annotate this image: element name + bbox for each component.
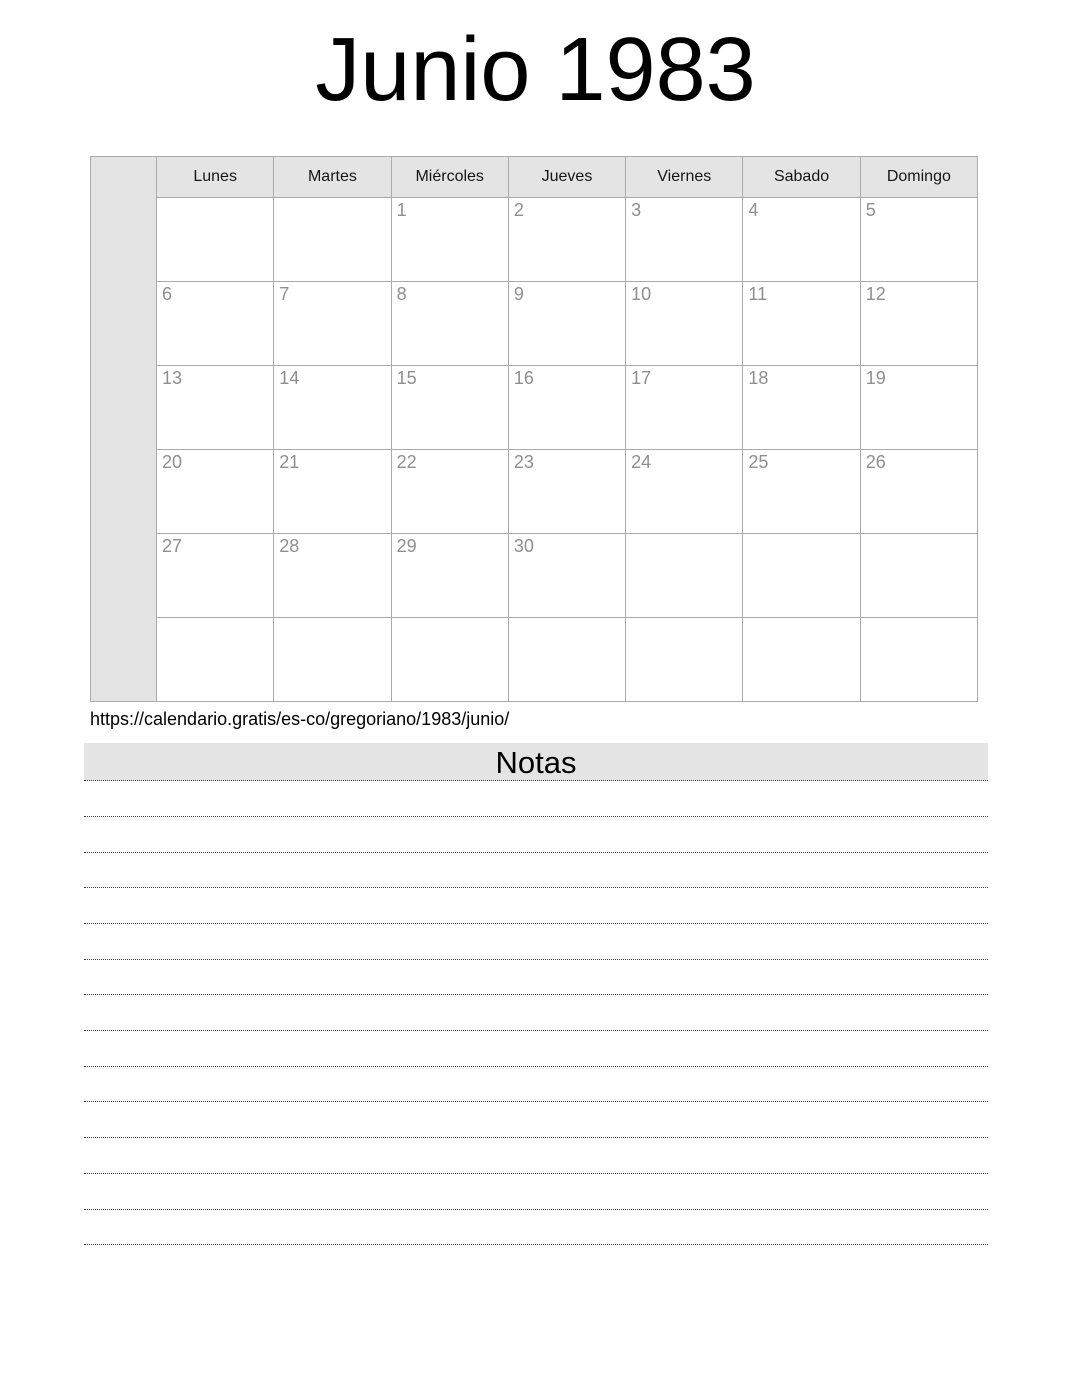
week-row	[91, 366, 978, 450]
day-cell: 17	[626, 366, 743, 450]
day-cell: 2	[508, 198, 625, 282]
note-line	[84, 853, 988, 889]
empty-day-cell	[274, 618, 391, 702]
week-row	[91, 198, 978, 282]
day-cell: 21	[274, 450, 391, 534]
empty-day-cell	[157, 198, 274, 282]
weekday-header: Martes	[274, 157, 391, 198]
empty-day-cell	[860, 534, 977, 618]
weekday-header-row	[91, 157, 978, 198]
empty-day-cell	[391, 618, 508, 702]
empty-day-cell	[860, 618, 977, 702]
empty-day-cell	[508, 618, 625, 702]
day-cell: 1	[391, 198, 508, 282]
note-line	[84, 1031, 988, 1067]
day-cell: 9	[508, 282, 625, 366]
empty-day-cell	[157, 618, 274, 702]
empty-day-cell	[274, 198, 391, 282]
day-cell: 15	[391, 366, 508, 450]
note-lines	[84, 781, 988, 1245]
weekday-header: Sabado	[743, 157, 860, 198]
note-line	[84, 781, 988, 817]
note-line	[84, 1210, 988, 1246]
day-cell: 11	[743, 282, 860, 366]
day-cell: 7	[274, 282, 391, 366]
empty-day-cell	[743, 534, 860, 618]
day-cell: 14	[274, 366, 391, 450]
page-title: Junio 1983	[315, 20, 756, 120]
weekday-header: Miércoles	[391, 157, 508, 198]
note-line	[84, 1174, 988, 1210]
note-line	[84, 960, 988, 996]
day-cell: 12	[860, 282, 977, 366]
day-cell: 10	[626, 282, 743, 366]
week-row	[91, 618, 978, 702]
day-cell: 8	[391, 282, 508, 366]
note-line	[84, 924, 988, 960]
empty-day-cell	[743, 618, 860, 702]
day-cell: 27	[157, 534, 274, 618]
empty-day-cell	[626, 534, 743, 618]
day-cell: 26	[860, 450, 977, 534]
day-cell: 16	[508, 366, 625, 450]
day-cell: 18	[743, 366, 860, 450]
day-cell: 30	[508, 534, 625, 618]
day-cell: 4	[743, 198, 860, 282]
weekday-header: Lunes	[157, 157, 274, 198]
day-cell: 20	[157, 450, 274, 534]
notes-header: Notas	[84, 743, 988, 781]
day-cell: 25	[743, 450, 860, 534]
note-line	[84, 817, 988, 853]
week-number-column	[91, 157, 157, 702]
day-cell: 6	[157, 282, 274, 366]
empty-day-cell	[626, 618, 743, 702]
day-cell: 19	[860, 366, 977, 450]
day-cell: 13	[157, 366, 274, 450]
week-row	[91, 450, 978, 534]
week-row	[91, 534, 978, 618]
note-line	[84, 995, 988, 1031]
weekday-header: Domingo	[860, 157, 977, 198]
weekday-header: Jueves	[508, 157, 625, 198]
day-cell: 29	[391, 534, 508, 618]
calendar-table	[90, 156, 978, 702]
day-cell: 22	[391, 450, 508, 534]
content-area	[84, 156, 988, 1245]
weekday-header: Viernes	[626, 157, 743, 198]
day-cell: 24	[626, 450, 743, 534]
note-line	[84, 888, 988, 924]
note-line	[84, 1102, 988, 1138]
week-row	[91, 282, 978, 366]
day-cell: 3	[626, 198, 743, 282]
note-line	[84, 1138, 988, 1174]
day-cell: 5	[860, 198, 977, 282]
notes-section	[84, 743, 988, 1245]
day-cell: 28	[274, 534, 391, 618]
day-cell: 23	[508, 450, 625, 534]
source-url: https://calendario.gratis/es-co/gregoriano/1983/junio/	[90, 709, 510, 730]
note-line	[84, 1067, 988, 1103]
